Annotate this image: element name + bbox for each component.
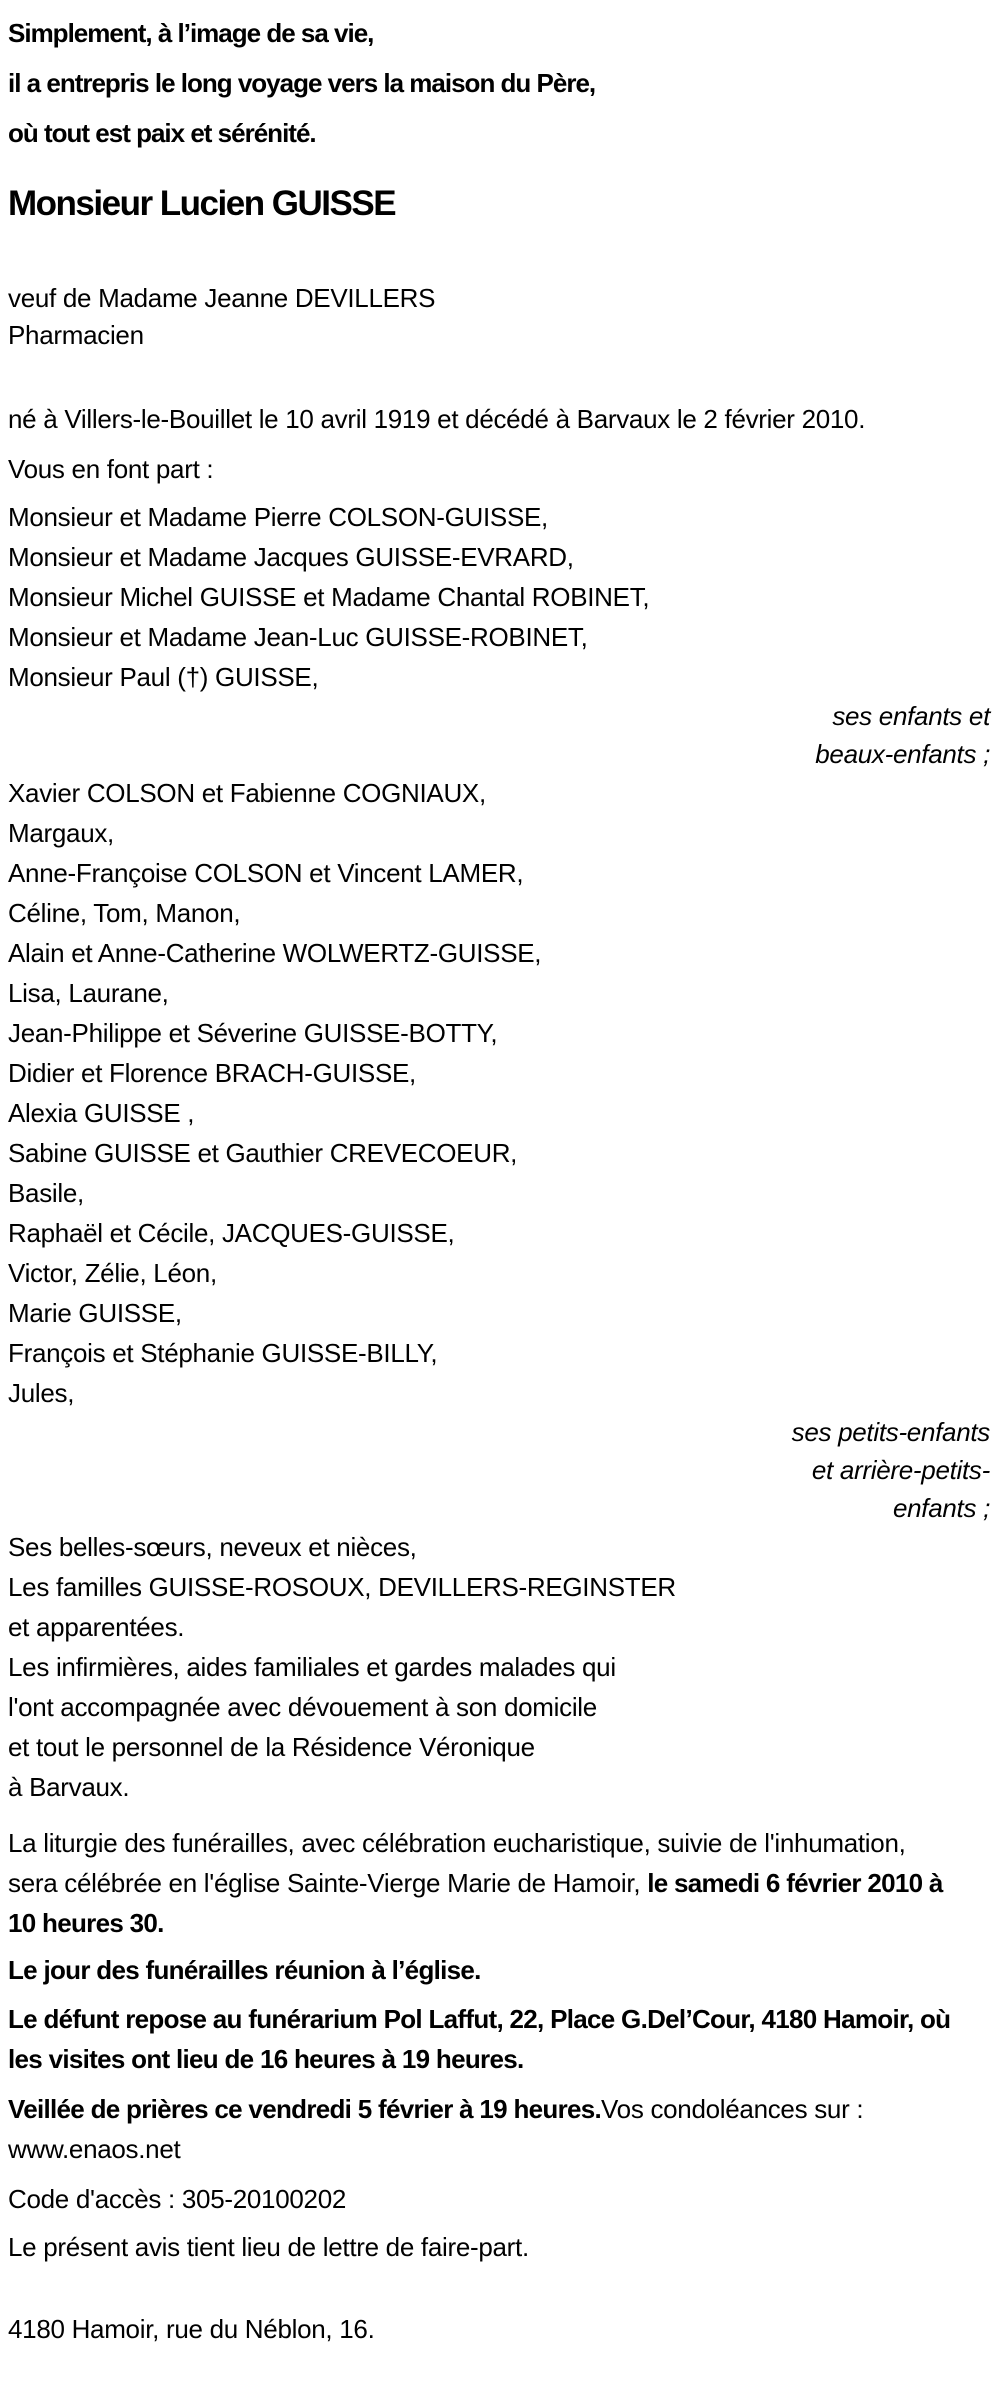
- child-line: Monsieur et Madame Jacques GUISSE-EVRARD,: [8, 542, 574, 572]
- relatives-line: à Barvaux.: [8, 1772, 130, 1802]
- deceased-details: [8, 280, 990, 354]
- grandchild-line: Margaux,: [8, 818, 114, 848]
- funeral-home-address: 4180 Hamoir, rue du Néblon, 16.: [8, 2314, 375, 2344]
- relatives-line: Les familles GUISSE-ROSOUX, DEVILLERS-REGINSTER: [8, 1572, 676, 1602]
- deceased-name: Monsieur Lucien GUISSE: [8, 184, 396, 223]
- epigraph-line-3: où tout est paix et sérénité.: [8, 118, 316, 148]
- children-caption-line: ses enfants et: [832, 701, 990, 731]
- grandchild-line: Marie GUISSE,: [8, 1298, 182, 1328]
- grandchildren-caption-line: ses petits-enfants: [791, 1417, 990, 1447]
- birth-death-line: né à Villers-le-Bouillet le 10 avril 1919 et décédé à Barvaux le 2 février 2010.: [8, 404, 866, 434]
- profession-line: Pharmacien: [8, 320, 144, 350]
- grandchild-line: Lisa, Laurane,: [8, 978, 169, 1008]
- vigil-bold-text: Veillée de prières ce vendredi 5 février à 19 heures.: [8, 2094, 602, 2124]
- epigraph-line-2: il a entrepris le long voyage vers la maison du Père,: [8, 68, 596, 98]
- relatives-line: et tout le personnel de la Résidence Véronique: [8, 1732, 535, 1762]
- child-line: Monsieur Michel GUISSE et Madame Chantal ROBINET,: [8, 582, 650, 612]
- child-line: Monsieur Paul (†) GUISSE,: [8, 662, 319, 692]
- grandchild-line: Victor, Zélie, Léon,: [8, 1258, 217, 1288]
- grandchild-line: François et Stéphanie GUISSE-BILLY,: [8, 1338, 438, 1368]
- grandchild-line: Sabine GUISSE et Gauthier CREVECOEUR,: [8, 1138, 518, 1168]
- children-caption-line: beaux-enfants ;: [815, 739, 990, 769]
- epigraph-line-1: Simplement, à l’image de sa vie,: [8, 18, 374, 48]
- grandchildren-list: [8, 773, 990, 1413]
- announcement-intro: Vous en font part :: [8, 454, 214, 484]
- children-list: [8, 497, 990, 697]
- child-line: Monsieur et Madame Jean-Luc GUISSE-ROBINET,: [8, 622, 588, 652]
- widower-line: veuf de Madame Jeanne DEVILLERS: [8, 283, 436, 313]
- liturgy-text: La liturgie des funérailles, avec célébration eucharistique, suivie de l'inhumation, sera célébrée en l'église Sainte-Vierge Marie de Hamoir,: [8, 1828, 906, 1898]
- grandchild-line: Jean-Philippe et Séverine GUISSE-BOTTY,: [8, 1018, 498, 1048]
- child-line: Monsieur et Madame Pierre COLSON-GUISSE,: [8, 502, 548, 532]
- funeral-reunion-line: Le jour des funérailles réunion à l’église.: [8, 1955, 481, 1985]
- children-caption: [8, 697, 990, 773]
- grandchildren-caption-line: enfants ;: [892, 1493, 990, 1523]
- repose-paragraph: Le défunt repose au funérarium Pol Laffut, 22, Place G.Del’Cour, 4180 Hamoir, où les visites ont lieu de 16 heures à 19 heures.: [8, 2004, 951, 2074]
- relatives-list: [8, 1527, 990, 1807]
- vigil-paragraph: [8, 2089, 938, 2169]
- grandchild-line: Céline, Tom, Manon,: [8, 898, 241, 928]
- liturgy-date-bold: le samedi 6 février 2010 à 10 heures 30.: [8, 1868, 943, 1938]
- grandchild-line: Alain et Anne-Catherine WOLWERTZ-GUISSE,: [8, 938, 542, 968]
- relatives-line: l'ont accompagnée avec dévouement à son domicile: [8, 1692, 597, 1722]
- grandchild-line: Raphaël et Cécile, JACQUES-GUISSE,: [8, 1218, 455, 1248]
- relatives-line: Les infirmières, aides familiales et gardes malades qui: [8, 1652, 616, 1682]
- grandchildren-caption-line: et arrière-petits-: [811, 1455, 990, 1485]
- grandchild-line: Basile,: [8, 1178, 84, 1208]
- condolences-text: Vos condoléances sur : www.enaos.net: [8, 2094, 864, 2164]
- grandchild-line: Alexia GUISSE ,: [8, 1098, 195, 1128]
- epigraph: [8, 8, 990, 158]
- grandchild-line: Xavier COLSON et Fabienne COGNIAUX,: [8, 778, 486, 808]
- relatives-line: Ses belles-sœurs, neveux et nièces,: [8, 1532, 417, 1562]
- relatives-line: et apparentées.: [8, 1612, 185, 1642]
- legal-notice-line: Le présent avis tient lieu de lettre de faire-part.: [8, 2232, 529, 2262]
- grandchild-line: Jules,: [8, 1378, 75, 1408]
- grandchild-line: Anne-Françoise COLSON et Vincent LAMER,: [8, 858, 524, 888]
- liturgy-paragraph: [8, 1823, 948, 1943]
- access-code-line: Code d'accès : 305-20100202: [8, 2184, 347, 2214]
- grandchildren-caption: [8, 1413, 990, 1527]
- grandchild-line: Didier et Florence BRACH-GUISSE,: [8, 1058, 416, 1088]
